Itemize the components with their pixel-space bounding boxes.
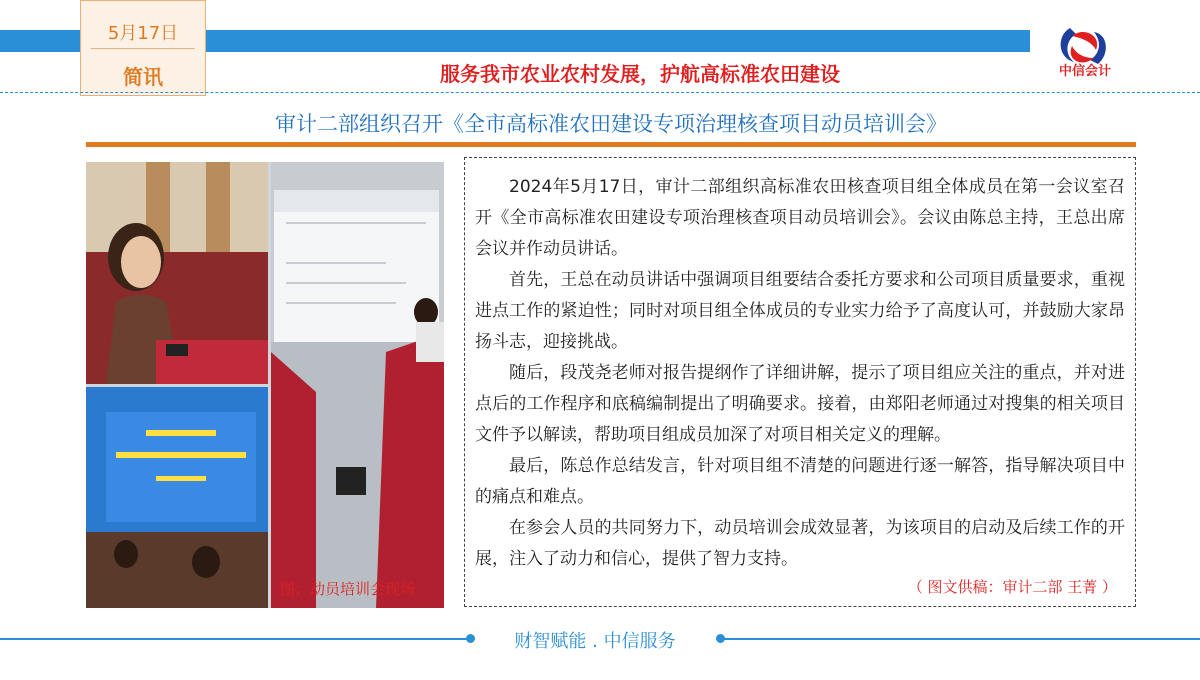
brand-name: 中信会计 [1058,64,1111,79]
title-underline [86,142,1136,147]
page-headline: 服务我市农业农村发展，护航高标准农田建设 [440,62,840,86]
footer-line-left [0,638,470,640]
article-paragraphs [475,172,1125,575]
footer-slogan: 财智赋能 . 中信服务 [514,631,676,652]
date-label: 5月17日 [107,23,179,44]
footer-line-right [720,638,1200,640]
article-title: 审计二部组织召开《全市高标准农田建设专项治理核查项目动员培训会》 [275,112,947,136]
meeting-photo [86,162,444,608]
article-body-box [464,157,1136,607]
header-divider [0,92,1200,93]
paragraph-3: 随后，段茂尧老师对报告提纲作了详细讲解，提示了项目组应关注的重点，并对进点后的工作程序和底稿编制提出了明确要求。接着，由郑阳老师通过对搜集的相关项目文件予以解读，帮助项目组成员加深了对项目相关定义的理解。 [475,363,1125,445]
paragraph-2: 首先，王总在动员讲话中强调项目组要结合委托方要求和公司项目质量要求，重视进点工作的紧迫性；同时对项目组全体成员的专业实力给予了高度认可，并鼓励大家昂扬斗志，迎接挑战。 [475,270,1125,352]
paragraph-4: 最后，陈总作总结发言，针对项目组不清楚的问题进行逐一解答，指导解决项目中的痛点和难点。 [475,456,1125,507]
paragraph-1: 2024年5月17日，审计二部组织高标准农田核查项目组全体成员在第一会议室召开《全市高标准农田建设专项治理核查项目动员培训会》。会议由陈总主持，王总出席会议并作动员讲话。 [475,177,1125,259]
section-label: 简讯 [123,65,163,89]
date-badge [80,0,206,96]
date-divider [91,48,195,49]
article-credit: （ 图文供稿：审计二部 王菁 ） [907,578,1117,596]
paragraph-5: 在参会人员的共同努力下，动员培训会成效显著，为该项目的启动及后续工作的开展，注入了动力和信心，提供了智力支持。 [475,518,1125,569]
photo-caption: 图：动员培训会现场 [280,580,416,598]
